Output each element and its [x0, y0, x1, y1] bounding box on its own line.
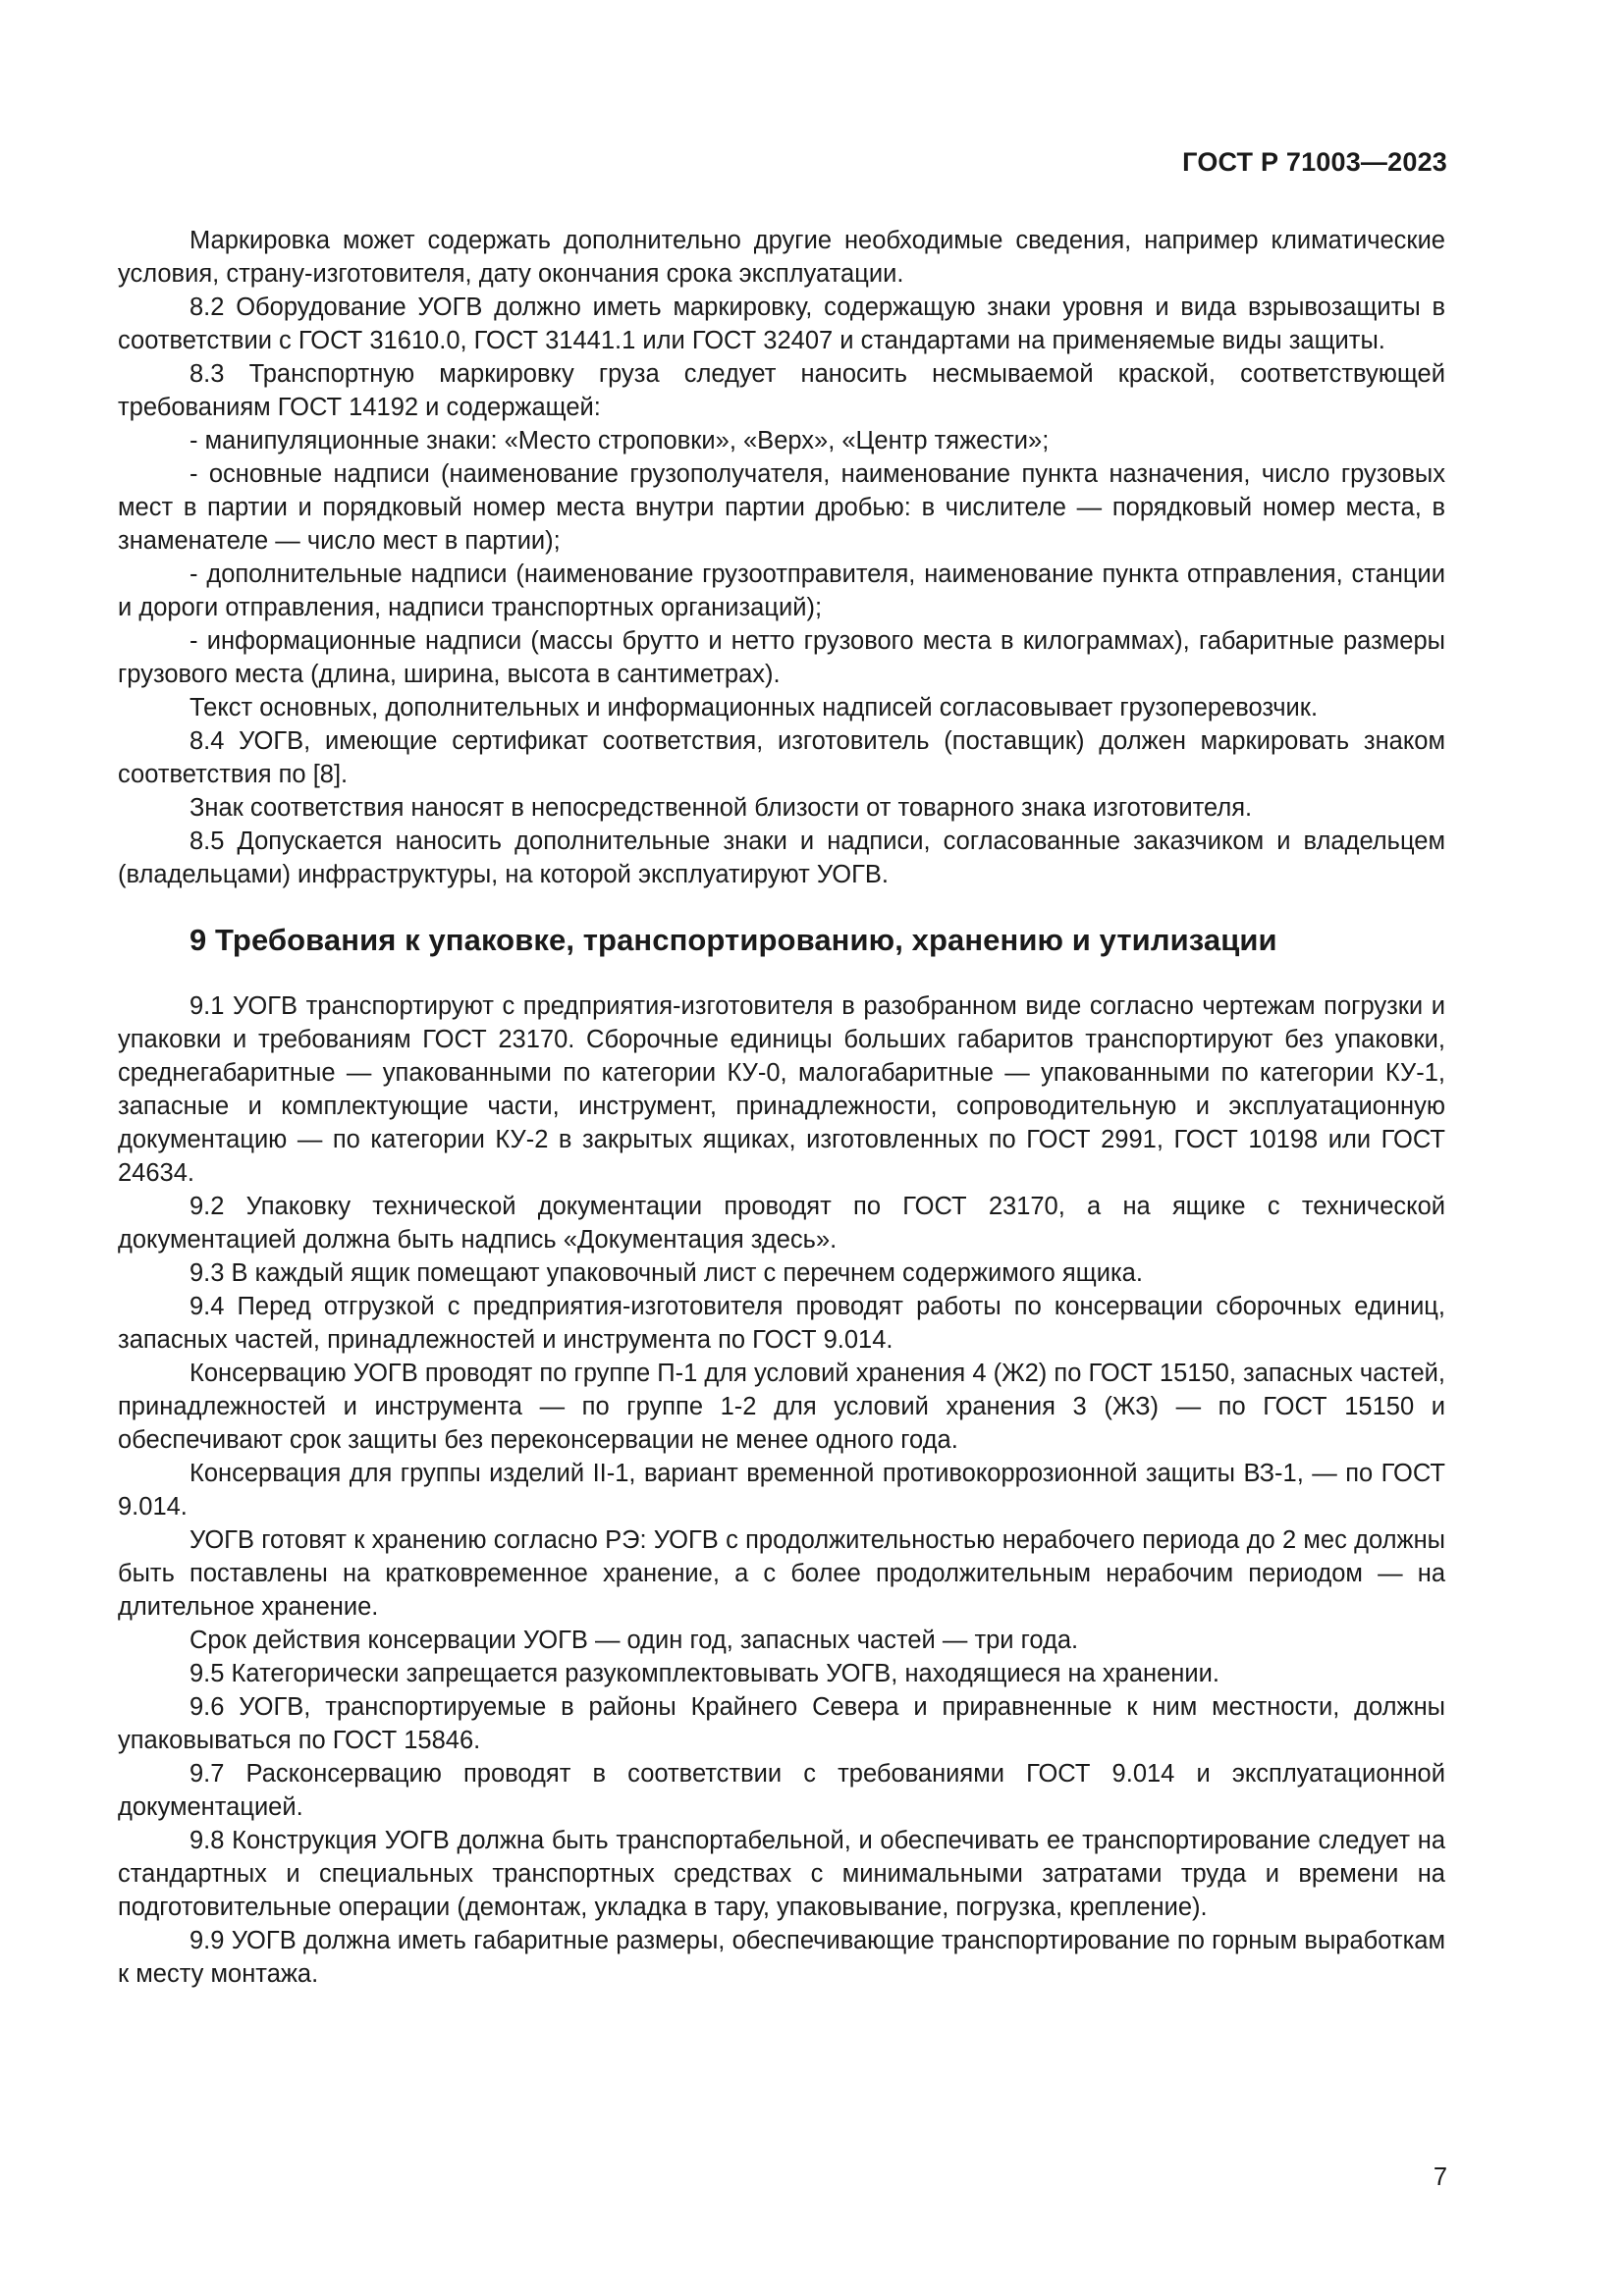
paragraph-9-3: 9.3 В каждый ящик помещают упаковочный лист с перечнем содержимого ящика.	[189, 1259, 1143, 1287]
paragraph-8-4: 8.4 УОГВ, имеющие сертификат соответствия, изготовитель (поставщик) должен маркировать знаком соответствия по [8].	[118, 727, 1445, 788]
paragraph-9-6: 9.6 УОГВ, транспортируемые в районы Крайнего Севера и приравненные к ним местности, должны упаковываться по ГОСТ 15846.	[118, 1693, 1445, 1754]
paragraph-9-1: 9.1 УОГВ транспортируют с предприятия-изготовителя в разобранном виде согласно чертежам погрузки и упаковки и требованиям ГОСТ 23170. Сборочные единицы больших габаритов транспортируют без упаковки, среднегабаритные — упакованными по категории КУ-0, малогабаритные — упакованными по категории КУ-1, запасные и комплектующие части, инструмент, принадлежности, сопроводительную и эксплуатационную документацию — по категории КУ-2 в закрытых ящиках, изготовленных по ГОСТ 2991, ГОСТ 10198 или ГОСТ 24634.	[118, 992, 1445, 1187]
paragraph-9-5: 9.5 Категорически запрещается разукомплектовывать УОГВ, находящиеся на хранении.	[189, 1660, 1219, 1687]
list-item-information-inscriptions: - информационные надписи (массы брутто и нетто грузового места в килограммах), габаритные размеры грузового места (длина, ширина, высота в сантиметрах).	[118, 627, 1445, 688]
document-code-header: ГОСТ Р 71003—2023	[1182, 147, 1447, 177]
paragraph-8-2: 8.2 Оборудование УОГВ должно иметь маркировку, содержащую знаки уровня и вида взрывозащиты в соответствии с ГОСТ 31610.0, ГОСТ 31441.1 или ГОСТ 32407 и стандартами на применяемые виды защиты.	[118, 294, 1445, 354]
page-number: 7	[1433, 2163, 1447, 2191]
paragraph-9-7: 9.7 Расконсервацию проводят в соответствии с требованиями ГОСТ 9.014 и эксплуатационной документацией.	[118, 1760, 1445, 1821]
paragraph-marking-note: Маркировка может содержать дополнительно другие необходимые сведения, например климатические условия, страну-изготовителя, дату окончания срока эксплуатации.	[118, 227, 1445, 288]
paragraph-8-3: 8.3 Транспортную маркировку груза следует наносить несмываемой краской, соответствующей требованиям ГОСТ 14192 и содержащей:	[118, 360, 1445, 421]
paragraph-9-8: 9.8 Конструкция УОГВ должна быть транспортабельной, и обеспечивать ее транспортирование следует на стандартных и специальных транспортных средствах с минимальными затратами труда и времени на подготовительные операции (демонтаж, укладка в тару, упаковывание, погрузка, крепление).	[118, 1827, 1445, 1921]
document-body	[118, 224, 1445, 1991]
list-item-main-inscriptions: - основные надписи (наименование грузополучателя, наименование пункта назначения, число грузовых мест в партии и порядковый номер места внутри партии дробью: в числителе — порядковый номер места, в знаменателе — число мест в партии);	[118, 460, 1445, 555]
paragraph-conservation-groups: Консервацию УОГВ проводят по группе П-1 для условий хранения 4 (Ж2) по ГОСТ 15150, запасных частей, принадлежностей и инструмента — по группе 1-2 для условий хранения 3 (ЖЗ) — по ГОСТ 15150 и обеспечивают срок защиты без переконсервации не менее одного года.	[118, 1360, 1445, 1454]
paragraph-conformity-mark: Знак соответствия наносят в непосредственной близости от товарного знака изготовителя.	[189, 794, 1253, 822]
list-item-handling-signs: - манипуляционные знаки: «Место строповки», «Верх», «Центр тяжести»;	[189, 427, 1050, 454]
paragraph-conservation-variant: Консервация для группы изделий II-1, вариант временной противокоррозионной защиты ВЗ-1, — по ГОСТ 9.014.	[118, 1460, 1445, 1521]
section-heading-9: 9 Требования к упаковке, транспортированию, хранению и утилизации	[189, 923, 1277, 957]
list-item-additional-inscriptions: - дополнительные надписи (наименование грузоотправителя, наименование пункта отправления, станции и дороги отправления, надписи транспортных организаций);	[118, 561, 1445, 621]
paragraph-8-5: 8.5 Допускается наносить дополнительные знаки и надписи, согласованные заказчиком и владельцем (владельцами) инфраструктуры, на которой эксплуатируют УОГВ.	[118, 828, 1445, 888]
paragraph-inscriptions-agreement: Текст основных, дополнительных и информационных надписей согласовывает грузоперевозчик.	[189, 694, 1319, 721]
paragraph-9-2: 9.2 Упаковку технической документации проводят по ГОСТ 23170, а на ящике с технической документацией должна быть надпись «Документация здесь».	[118, 1193, 1445, 1254]
paragraph-9-4: 9.4 Перед отгрузкой с предприятия-изготовителя проводят работы по консервации сборочных единиц, запасных частей, принадлежностей и инструмента по ГОСТ 9.014.	[118, 1293, 1445, 1354]
paragraph-storage-preparation: УОГВ готовят к хранению согласно РЭ: УОГВ с продолжительностью нерабочего периода до 2 мес должны быть поставлены на кратковременное хранение, а с более продолжительным нерабочим периодом — на длительное хранение.	[118, 1526, 1445, 1621]
paragraph-9-9: 9.9 УОГВ должна иметь габаритные размеры, обеспечивающие транспортирование по горным выработкам к месту монтажа.	[118, 1927, 1445, 1988]
paragraph-conservation-term: Срок действия консервации УОГВ — один год, запасных частей — три года.	[189, 1627, 1079, 1654]
